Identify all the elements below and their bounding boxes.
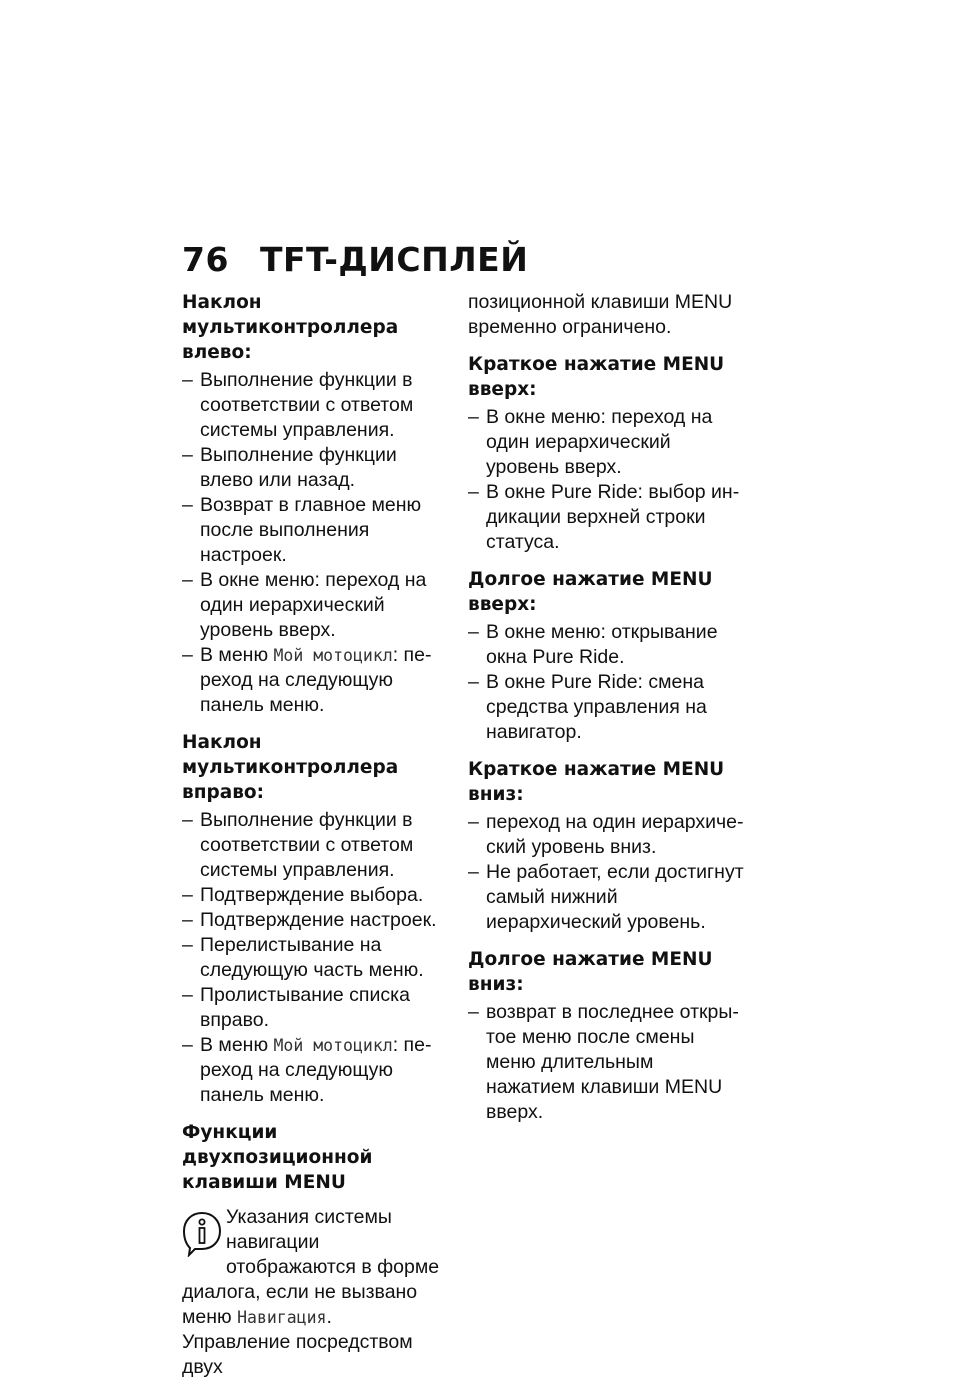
list-item: – возврат в последнее открытое меню после смены меню длительным нажатием клавиши MENU вверх. <box>468 1000 744 1125</box>
list-item: – Перелистывание на следующую часть меню. <box>182 933 444 983</box>
list-item: – В окне Pure Ride: выбор индикации верхней строки статуса. <box>468 480 744 555</box>
list-item: – В меню Мой мотоцикл: переход на следующую панель меню. <box>182 643 444 718</box>
list-item: – Выполнение функции в соответствии с ответом системы управления. <box>182 808 444 883</box>
page-number: 76 <box>182 240 229 279</box>
right-column <box>468 290 744 1125</box>
menu-name-my-motorcycle: Мой мотоцикл <box>273 646 393 665</box>
left-column <box>182 290 444 1380</box>
section-heading-menu-key: Функции двухпозиционной клавиши MENU <box>182 1122 373 1193</box>
list-item: – Выполнение функции в соответствии с ответом системы управления. <box>182 368 444 443</box>
page-title: TFT-ДИСПЛЕЙ <box>260 240 529 279</box>
section-heading-tilt-right: Наклон мультиконтроллера вправо: <box>182 732 399 803</box>
body-text: позиционной клавиши MENU временно ограничено. <box>468 291 733 338</box>
info-note <box>182 1205 444 1330</box>
section-heading-tilt-left: Наклон мультиконтроллера влево: <box>182 292 399 363</box>
short-press-down-list <box>468 810 744 935</box>
short-press-up-list <box>468 405 744 555</box>
page-header <box>182 240 528 279</box>
tilt-left-list <box>182 368 444 718</box>
list-item: – В окне Pure Ride: смена средства управления на навигатор. <box>468 670 744 745</box>
list-item: – Выполнение функции влево или назад. <box>182 443 444 493</box>
list-item: – Подтверждение выбора. <box>182 883 444 908</box>
info-note-text: Указания системы навигации отображаются в форме диалога, если не вызвано меню Навигация. <box>182 1206 440 1328</box>
list-item: – переход на один иерархический уровень вниз. <box>468 810 744 860</box>
section-heading-long-press-up: Долгое нажатие MENU вверх: <box>468 569 713 615</box>
list-item: – Пролистывание списка вправо. <box>182 983 444 1033</box>
long-press-up-list <box>468 620 744 745</box>
list-item: – В окне меню: открывание окна Pure Ride. <box>468 620 744 670</box>
list-item: – В окне меню: переход на один иерархический уровень вверх. <box>182 568 444 643</box>
section-heading-long-press-down: Долгое нажатие MENU вниз: <box>468 949 713 995</box>
list-item: – Подтверждение настроек. <box>182 908 444 933</box>
menu-name-my-motorcycle: Мой мотоцикл <box>273 1036 393 1055</box>
tilt-right-list <box>182 808 444 1108</box>
info-icon <box>182 1211 222 1257</box>
section-heading-short-press-up: Краткое нажатие MENU вверх: <box>468 354 725 400</box>
menu-name-navigation: Навигация <box>237 1308 327 1327</box>
list-item: – В меню Мой мотоцикл: переход на следующую панель меню. <box>182 1033 444 1108</box>
list-item: – Не работает, если достигнут самый нижний иерархический уровень. <box>468 860 744 935</box>
list-item: – Возврат в главное меню после выполнения настроек. <box>182 493 444 568</box>
section-heading-short-press-down: Краткое нажатие MENU вниз: <box>468 759 725 805</box>
body-text: Управление посредством двух <box>182 1331 413 1378</box>
long-press-down-list <box>468 1000 744 1125</box>
list-item: – В окне меню: переход на один иерархический уровень вверх. <box>468 405 744 480</box>
